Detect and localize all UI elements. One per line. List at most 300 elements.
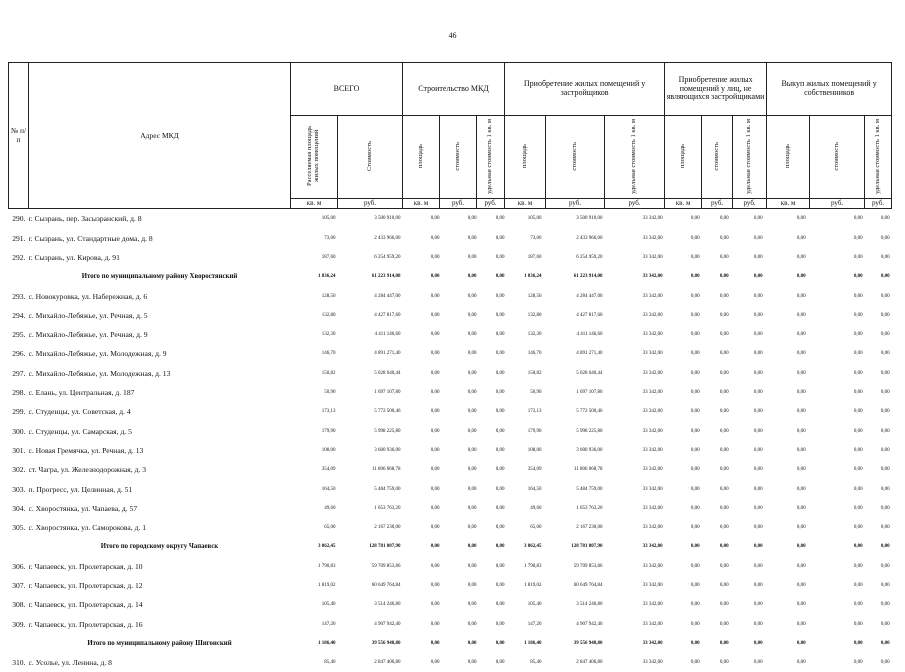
row-value: 0,00: [690, 640, 700, 646]
table-row: [9, 325, 892, 344]
table-row: [9, 595, 892, 614]
row-address: ст. Чагра, ул. Железнодорожная, д. 3: [28, 465, 147, 475]
row-value: 4 891 271,40: [576, 351, 603, 357]
row-value: 0,00: [753, 602, 763, 608]
row-value: 5 484 759,00: [374, 486, 401, 492]
row-value: 0,00: [719, 467, 729, 473]
row-value: 0,00: [853, 544, 863, 550]
row-value: 0,00: [719, 312, 729, 318]
row-value: 0,00: [880, 583, 890, 589]
row-value: 0,00: [719, 544, 729, 550]
row-value: 33 342,00: [642, 467, 663, 473]
table-total-row: [9, 634, 892, 653]
row-value: 0,00: [880, 390, 890, 396]
row-value: 0,00: [880, 467, 890, 473]
row-value: 0,00: [495, 332, 505, 338]
row-value: 2 433 966,00: [374, 235, 401, 241]
row-value: 33 342,00: [642, 370, 663, 376]
row-value: 3 862,45: [524, 544, 542, 550]
row-value: 0,00: [467, 216, 477, 222]
header-subcol: [665, 116, 702, 199]
row-value: 0,00: [853, 370, 863, 376]
row-value: 4 284 447,00: [576, 293, 603, 299]
row-value: 0,00: [495, 640, 505, 646]
row-address: г. Чапаевск, ул. Пролетарская, д. 10: [28, 561, 143, 571]
row-value: 0,00: [719, 563, 729, 569]
row-value: 0,00: [796, 583, 806, 589]
row-value: 0,00: [430, 293, 440, 299]
row-value: 65,00: [530, 525, 542, 531]
header-subcol: [810, 116, 865, 199]
row-value: 173,13: [321, 409, 336, 415]
header-unit: руб.: [702, 199, 733, 209]
header-subcol-label: площадь: [678, 143, 686, 169]
row-value: 0,00: [430, 254, 440, 260]
row-value: 0,00: [430, 409, 440, 415]
row-value: 0,00: [853, 602, 863, 608]
row-value: 49,60: [530, 505, 542, 511]
row-value: 354,09: [527, 467, 542, 473]
row-value: 128,50: [527, 293, 542, 299]
row-address: Итого по муниципальному району Хворостянский: [81, 273, 238, 281]
table-header: [9, 63, 892, 209]
row-value: 128 781 807,90: [369, 544, 401, 550]
table-row: [9, 209, 892, 229]
row-value: 5 772 500,46: [576, 409, 603, 415]
row-value: 33 342,00: [642, 312, 663, 318]
row-value: 0,00: [467, 293, 477, 299]
row-value: 0,00: [430, 274, 440, 280]
header-subcol: [546, 116, 605, 199]
header-subcol: [865, 116, 892, 199]
row-value: 5 772 500,46: [374, 409, 401, 415]
row-value: 0,00: [690, 467, 700, 473]
table-row: [9, 286, 892, 305]
row-number: 308.: [12, 600, 26, 610]
row-value: 105,00: [321, 216, 336, 222]
header-unit: руб.: [440, 199, 477, 209]
row-value: 0,00: [690, 312, 700, 318]
row-number: 294.: [12, 310, 26, 320]
row-value: 187,60: [321, 254, 336, 260]
row-value: 1 819,02: [524, 583, 542, 589]
row-value: 0,00: [880, 254, 890, 260]
row-value: 1 186,40: [524, 640, 542, 646]
row-value: 0,00: [853, 447, 863, 453]
row-value: 2 167 230,00: [576, 525, 603, 531]
row-value: 59 709 853,86: [573, 563, 603, 569]
row-value: 0,00: [753, 216, 763, 222]
row-value: 4 907 942,40: [374, 621, 401, 627]
row-value: 0,00: [467, 254, 477, 260]
row-value: 0,00: [880, 602, 890, 608]
row-value: 0,00: [690, 235, 700, 241]
row-address: с. Михайло-Лебяжье, ул. Молодежная, д. 9: [28, 349, 167, 359]
row-value: 0,00: [719, 235, 729, 241]
table-total-row: [9, 537, 892, 556]
row-value: 0,00: [719, 447, 729, 453]
row-value: 0,00: [753, 525, 763, 531]
row-value: 0,00: [495, 274, 505, 280]
row-value: 146,70: [527, 351, 542, 357]
row-value: 0,00: [753, 370, 763, 376]
header-unit: руб.: [733, 199, 767, 209]
row-value: 0,00: [796, 216, 806, 222]
row-value: 0,00: [753, 583, 763, 589]
row-value: 0,00: [880, 447, 890, 453]
row-value: 132,30: [527, 332, 542, 338]
row-value: 33 342,00: [642, 351, 663, 357]
row-value: 0,00: [467, 390, 477, 396]
row-address: с. Новокуровка, ул. Набережная, д. 6: [28, 291, 148, 301]
row-value: 0,00: [853, 254, 863, 260]
row-value: 0,00: [880, 563, 890, 569]
row-number: 291.: [12, 233, 26, 243]
row-value: 0,00: [719, 640, 729, 646]
row-value: 1 819,02: [318, 583, 336, 589]
row-value: 0,00: [467, 660, 477, 666]
row-number: 303.: [12, 484, 26, 494]
table-row: [9, 576, 892, 595]
row-value: 0,00: [753, 467, 763, 473]
row-value: 0,00: [853, 428, 863, 434]
row-value: 0,00: [796, 525, 806, 531]
header-subcol-label: стоимость: [570, 141, 578, 171]
row-value: 5 998 225,80: [576, 428, 603, 434]
row-value: 0,00: [719, 428, 729, 434]
row-number: 290.: [12, 214, 26, 224]
row-address: с. Михайло-Лебяжье, ул. Молодежная, д. 13: [28, 368, 171, 378]
row-value: 0,00: [853, 235, 863, 241]
row-value: 108,00: [527, 447, 542, 453]
table-row: [9, 614, 892, 633]
row-value: 0,00: [719, 216, 729, 222]
row-value: 0,00: [753, 640, 763, 646]
header-number: № п/п: [9, 63, 29, 209]
row-value: 0,00: [853, 293, 863, 299]
row-value: 0,00: [796, 467, 806, 473]
row-value: 33 342,00: [642, 409, 663, 415]
row-value: 0,00: [753, 447, 763, 453]
row-value: 0,00: [690, 563, 700, 569]
table-row: [9, 460, 892, 479]
header-unit: руб.: [546, 199, 605, 209]
row-number: 295.: [12, 330, 26, 340]
row-value: 33 342,00: [642, 254, 663, 260]
header-subcol-label: удельная стоимость 1 кв. м: [745, 118, 753, 194]
row-value: 0,00: [690, 602, 700, 608]
row-value: 0,00: [467, 544, 477, 550]
row-value: 33 342,00: [642, 563, 663, 569]
row-value: 105,40: [321, 602, 336, 608]
row-value: 0,00: [796, 447, 806, 453]
header-subcol: [505, 116, 546, 199]
row-value: 1 836,24: [524, 274, 542, 280]
row-value: 0,00: [880, 428, 890, 434]
row-value: 33 342,00: [642, 274, 663, 280]
row-value: 0,00: [495, 602, 505, 608]
row-value: 0,00: [690, 486, 700, 492]
header-subcol-label: стоимость: [453, 141, 461, 171]
row-value: 0,00: [495, 312, 505, 318]
row-value: 0,00: [467, 409, 477, 415]
row-address: с. Елань, ул. Центральная, д. 187: [28, 388, 135, 398]
row-value: 33 342,00: [642, 525, 663, 531]
row-value: 0,00: [690, 447, 700, 453]
row-value: 0,00: [430, 621, 440, 627]
row-value: 33 342,00: [642, 235, 663, 241]
row-number: 300.: [12, 426, 26, 436]
row-number: 304.: [12, 503, 26, 513]
row-value: 73,00: [324, 235, 336, 241]
header-unit: кв. м: [291, 199, 338, 209]
row-value: 0,00: [495, 409, 505, 415]
header-group: Приобретение жилых помещений у лиц, не являющихся застройщиками: [665, 63, 767, 116]
row-value: 0,00: [690, 332, 700, 338]
table-row: [9, 499, 892, 518]
row-value: 0,00: [719, 274, 729, 280]
header-subcol-label: Стоимость: [365, 141, 373, 171]
row-value: 0,00: [853, 274, 863, 280]
row-value: 0,00: [430, 312, 440, 318]
row-value: 0,00: [880, 351, 890, 357]
row-value: 39 556 948,80: [371, 640, 401, 646]
row-value: 0,00: [467, 370, 477, 376]
table-total-row: [9, 267, 892, 286]
row-value: 147,20: [527, 621, 542, 627]
row-value: 0,00: [753, 428, 763, 434]
header-address: Адрес МКД: [29, 63, 291, 209]
row-value: 0,00: [719, 505, 729, 511]
row-value: 164,50: [527, 486, 542, 492]
row-value: 0,00: [719, 254, 729, 260]
row-value: 73,00: [530, 235, 542, 241]
row-value: 0,00: [853, 467, 863, 473]
row-value: 0,00: [719, 332, 729, 338]
table-row: [9, 306, 892, 325]
row-value: 0,00: [430, 447, 440, 453]
row-value: 0,00: [853, 312, 863, 318]
row-number: 310.: [12, 658, 26, 668]
row-value: 0,00: [495, 428, 505, 434]
row-value: 33 342,00: [642, 486, 663, 492]
row-value: 0,00: [467, 428, 477, 434]
row-value: 164,50: [321, 486, 336, 492]
row-value: 39 556 948,80: [573, 640, 603, 646]
row-value: 0,00: [796, 312, 806, 318]
row-value: 128 781 807,90: [571, 544, 603, 550]
row-value: 0,00: [690, 583, 700, 589]
header-unit: руб.: [810, 199, 865, 209]
row-value: 11 806 068,78: [573, 467, 603, 473]
row-address: г. Сызрань, ул. Стандартные дома, д. 8: [28, 233, 153, 243]
row-value: 0,00: [467, 563, 477, 569]
row-value: 0,00: [467, 312, 477, 318]
row-value: 0,00: [690, 544, 700, 550]
row-value: 0,00: [495, 660, 505, 666]
row-value: 4 411 146,60: [576, 332, 603, 338]
row-number: 298.: [12, 388, 26, 398]
row-value: 0,00: [690, 293, 700, 299]
row-value: 33 342,00: [642, 428, 663, 434]
header-unit: кв. м: [767, 199, 810, 209]
header-subcol-label: удельная стоимость 1 кв. м: [873, 118, 881, 194]
row-address: с. Студенцы, ул. Советская, д. 4: [28, 407, 131, 417]
row-value: 0,00: [796, 351, 806, 357]
row-value: 0,00: [430, 486, 440, 492]
row-address: с. Хворостянка, ул. Саморокова, д. 1: [28, 523, 147, 533]
row-address: с. Студенцы, ул. Самарская, д. 5: [28, 426, 132, 436]
row-value: 1 790,83: [524, 563, 542, 569]
row-value: 0,00: [753, 409, 763, 415]
header-subcol-label: площадь: [416, 143, 424, 169]
row-value: 0,00: [796, 390, 806, 396]
header-subcol: [477, 116, 505, 199]
row-value: 50,90: [324, 390, 336, 396]
row-value: 85,40: [530, 660, 542, 666]
row-value: 0,00: [880, 409, 890, 415]
row-value: 3 500 910,00: [374, 216, 401, 222]
row-value: 0,00: [753, 351, 763, 357]
row-value: 0,00: [753, 505, 763, 511]
table-row: [9, 557, 892, 576]
row-value: 5 028 640,44: [576, 370, 603, 376]
row-value: 0,00: [690, 505, 700, 511]
row-value: 0,00: [880, 544, 890, 550]
row-value: 0,00: [853, 390, 863, 396]
row-number: 296.: [12, 349, 26, 359]
row-value: 0,00: [796, 660, 806, 666]
table-row: [9, 518, 892, 537]
row-value: 0,00: [796, 254, 806, 260]
row-value: 0,00: [796, 428, 806, 434]
row-value: 4 284 447,00: [374, 293, 401, 299]
row-value: 132,80: [321, 312, 336, 318]
row-value: 0,00: [796, 640, 806, 646]
row-number: 305.: [12, 523, 26, 533]
row-value: 0,00: [690, 621, 700, 627]
row-value: 33 342,00: [642, 602, 663, 608]
row-value: 0,00: [880, 660, 890, 666]
row-value: 105,40: [527, 602, 542, 608]
row-value: 0,00: [719, 486, 729, 492]
table-body: [9, 209, 892, 672]
row-value: 0,00: [495, 583, 505, 589]
row-value: 0,00: [753, 312, 763, 318]
row-value: 0,00: [719, 370, 729, 376]
row-value: 59 709 853,86: [371, 563, 401, 569]
row-value: 0,00: [796, 409, 806, 415]
header-unit: руб.: [477, 199, 505, 209]
header-subcol-label: удельная стоимость 1 кв. м: [630, 118, 638, 194]
row-value: 0,00: [467, 505, 477, 511]
row-value: 0,00: [430, 390, 440, 396]
row-value: 0,00: [430, 370, 440, 376]
row-value: 0,00: [430, 525, 440, 531]
row-number: 307.: [12, 581, 26, 591]
row-value: 0,00: [853, 660, 863, 666]
table-row: [9, 248, 892, 267]
row-value: 0,00: [719, 525, 729, 531]
row-value: 5 028 640,44: [374, 370, 401, 376]
row-value: 0,00: [853, 525, 863, 531]
header-subcol: [605, 116, 665, 199]
table-row: [9, 402, 892, 421]
row-value: 2 847 406,80: [374, 660, 401, 666]
row-value: 33 342,00: [642, 621, 663, 627]
row-value: 0,00: [719, 583, 729, 589]
row-value: 0,00: [719, 390, 729, 396]
row-value: 354,09: [321, 467, 336, 473]
row-value: 0,00: [719, 293, 729, 299]
row-value: 0,00: [880, 505, 890, 511]
row-value: 33 342,00: [642, 505, 663, 511]
row-value: 0,00: [467, 640, 477, 646]
row-value: 179,90: [527, 428, 542, 434]
row-value: 5 998 225,80: [374, 428, 401, 434]
row-value: 0,00: [430, 216, 440, 222]
row-value: 4 427 817,60: [576, 312, 603, 318]
table-row: [9, 229, 892, 248]
row-address: с. Усолье, ул. Ленина, д. 8: [28, 658, 112, 668]
row-value: 0,00: [690, 660, 700, 666]
row-value: 0,00: [719, 621, 729, 627]
row-value: 0,00: [430, 332, 440, 338]
header-unit: руб.: [605, 199, 665, 209]
row-value: 0,00: [880, 640, 890, 646]
row-value: 5 484 759,00: [576, 486, 603, 492]
row-value: 61 223 914,08: [371, 274, 401, 280]
row-value: 0,00: [430, 505, 440, 511]
header-unit: кв. м: [403, 199, 440, 209]
row-value: 4 891 271,40: [374, 351, 401, 357]
row-value: 0,00: [719, 660, 729, 666]
row-value: 33 342,00: [642, 390, 663, 396]
row-value: 1 790,83: [318, 563, 336, 569]
row-value: 33 342,00: [642, 660, 663, 666]
row-number: [9, 537, 29, 556]
row-value: 0,00: [430, 351, 440, 357]
row-value: 50,90: [530, 390, 542, 396]
row-number: [9, 267, 29, 286]
row-value: 173,13: [527, 409, 542, 415]
row-value: 0,00: [690, 390, 700, 396]
row-value: 0,00: [719, 351, 729, 357]
row-value: 0,00: [753, 390, 763, 396]
row-value: 0,00: [880, 274, 890, 280]
row-value: 0,00: [796, 235, 806, 241]
row-value: 0,00: [467, 525, 477, 531]
row-value: 1 653 763,20: [374, 505, 401, 511]
row-number: 309.: [12, 619, 26, 629]
row-value: 0,00: [690, 525, 700, 531]
row-value: 0,00: [430, 640, 440, 646]
row-value: 0,00: [495, 544, 505, 550]
row-value: 179,90: [321, 428, 336, 434]
row-value: 0,00: [796, 332, 806, 338]
header-group: Строительство МКД: [403, 63, 505, 116]
table-row: [9, 441, 892, 460]
row-value: 0,00: [495, 216, 505, 222]
header-subcol: [702, 116, 733, 199]
row-value: 0,00: [495, 235, 505, 241]
row-value: 0,00: [796, 293, 806, 299]
row-value: 0,00: [495, 351, 505, 357]
row-number: 292.: [12, 252, 26, 262]
row-value: 105,00: [527, 216, 542, 222]
row-value: 1 697 107,80: [374, 390, 401, 396]
row-value: 3 600 936,00: [576, 447, 603, 453]
